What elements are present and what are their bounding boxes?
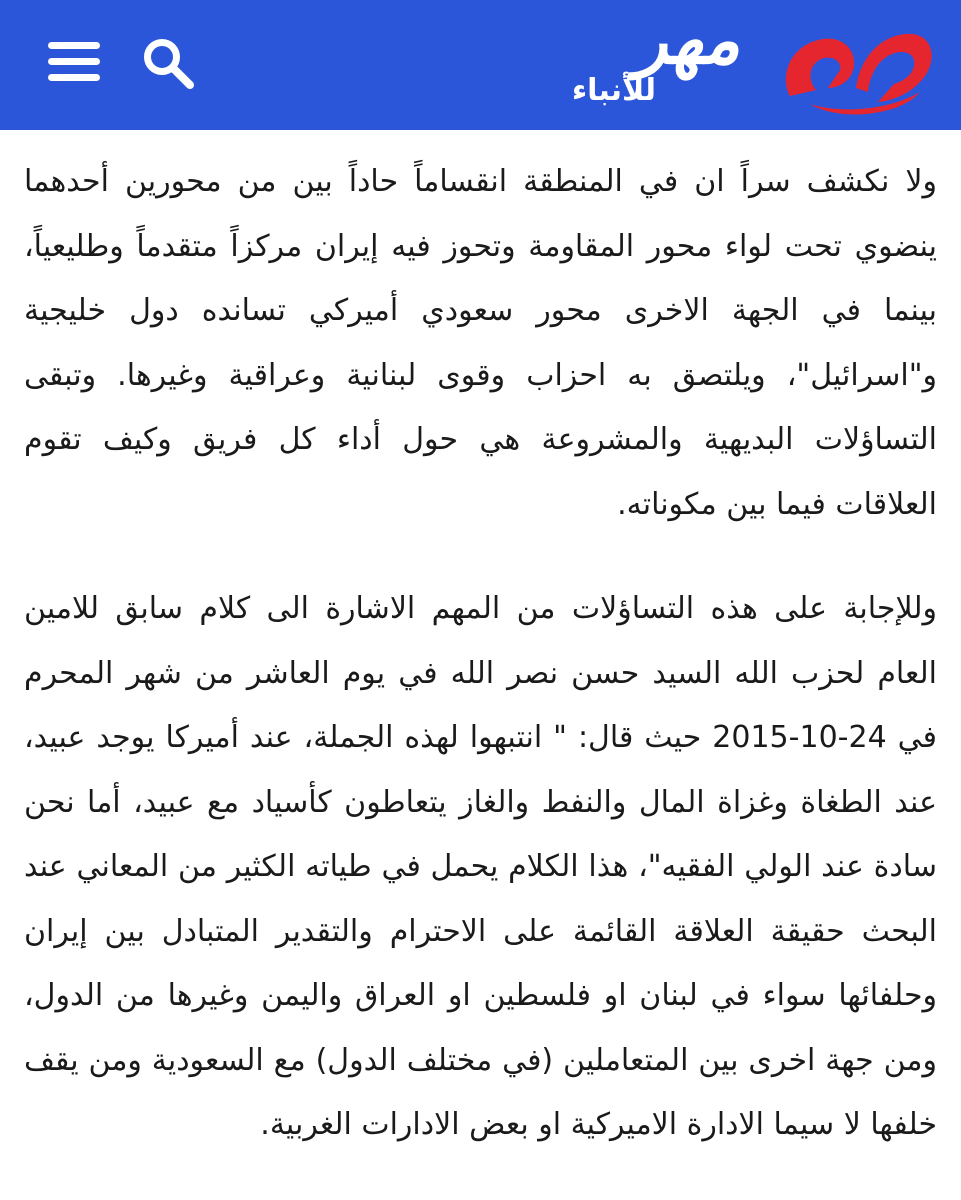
search-icon <box>140 36 198 92</box>
site-logo[interactable] <box>520 0 940 130</box>
menu-button[interactable] <box>44 38 104 86</box>
search-button[interactable] <box>140 36 198 92</box>
top-bar <box>0 0 961 130</box>
article-paragraph: ولا نكشف سراً ان في المنطقة انقساماً حاداً بين من محورين أحدهما ينضوي تحت لواء محور المقاومة وتحوز فيه إيران مركزاً متقدماً وطليعياً، بينما في الجهة الاخرى محور سعودي أميركي تسانده دول خليجية و"اسرائيل"، ويلتصق به احزاب وقوى لبنانية وعراقية وغيرها. وتبقى التساؤلات البديهية والمشروعة هي حول أداء كل فريق وكيف تقوم العلاقات فيما بين مكوناته. <box>24 164 937 522</box>
article-body <box>24 150 937 1158</box>
logo-mark-icon <box>770 18 940 118</box>
logo-name: مهر <box>634 1 740 80</box>
article-paragraph: وللإجابة على هذه التساؤلات من المهم الاشارة الى كلام سابق للامين العام لحزب الله السيد حسن نصر الله في يوم العاشر من شهر المحرم في 24-10-2015 حيث قال: " انتبهوا لهذه الجملة، عند أميركا يوجد عبيد، عند الطغاة وغزاة المال والنفط والغاز يتعاطون كأسياد مع عبيد، أما نحن سادة عند الولي الفقيه"، هذا الكلام يحمل في طياته الكثير من المعاني عند البحث حقيقة العلاقة القائمة على الاحترام والتقدير المتبادل بين إيران وحلفائها سواء في لبنان او فلسطين او العراق واليمن وغيرها من الدول، ومن جهة اخرى بين المتعاملين (في مختلف الدول) مع السعودية ومن يقف خلفها لا سيما الادارة الاميركية او بعض الادارات الغربية. <box>24 591 937 1142</box>
logo-wordmark <box>520 0 760 130</box>
logo-tagline: للأنباء <box>571 73 656 108</box>
